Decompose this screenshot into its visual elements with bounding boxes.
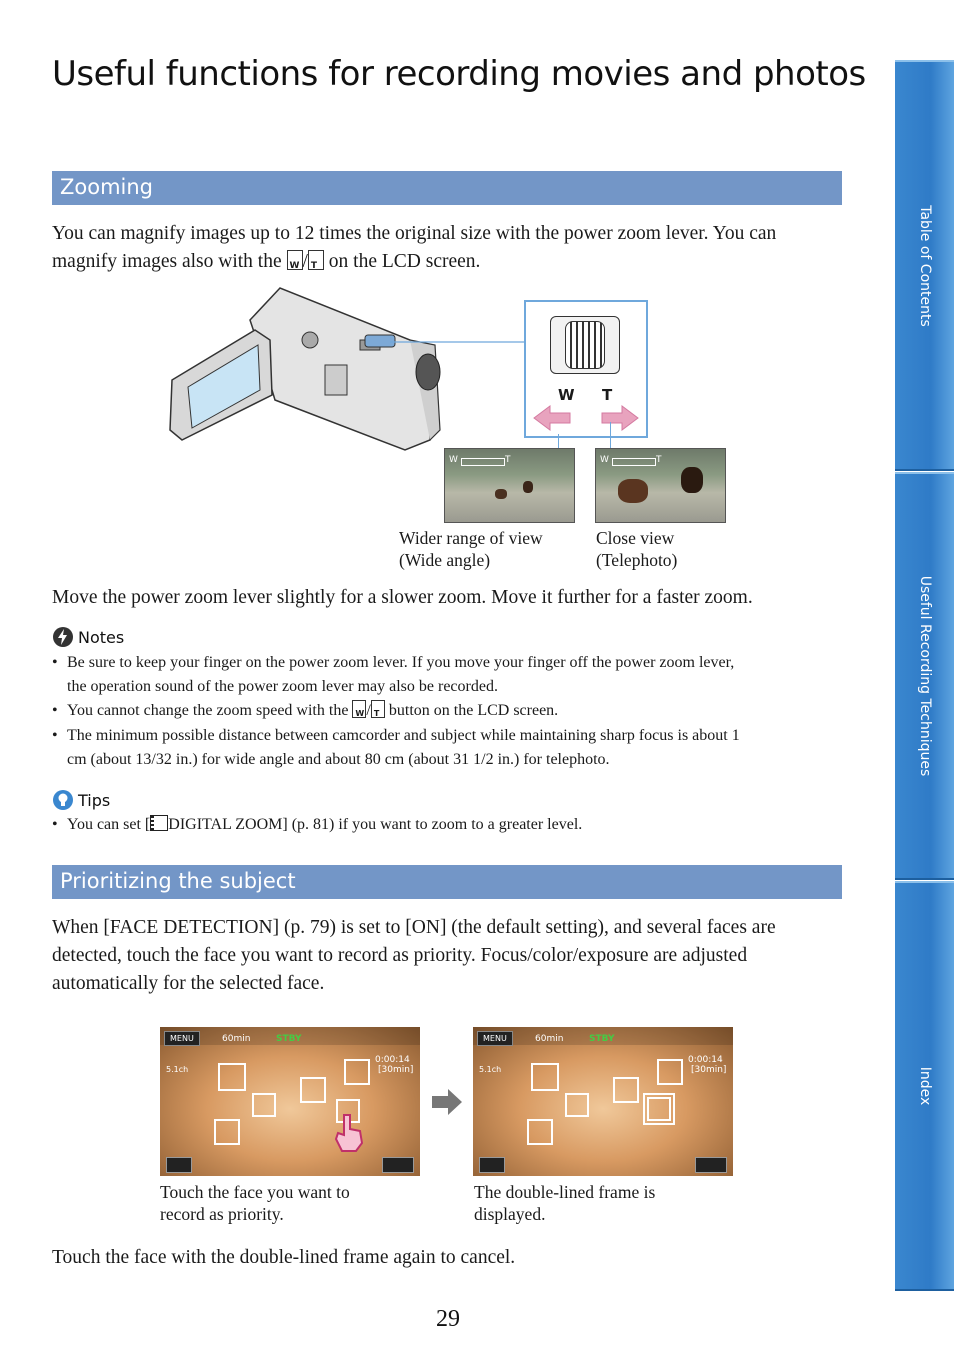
tips-label: Tips: [78, 790, 111, 810]
lightbulb-icon: [52, 789, 74, 811]
audio-indicator: 5.1ch: [166, 1065, 189, 1074]
arrow-right-icon: [602, 406, 638, 430]
tab-label: Useful Recording Techniques: [916, 575, 933, 777]
caption-line: Close view: [596, 528, 675, 548]
caption-line: (Telephoto): [596, 550, 678, 570]
face-frame[interactable]: [657, 1059, 683, 1085]
tab-table-of-contents[interactable]: [895, 60, 954, 471]
lever-w-label: W: [558, 386, 575, 404]
text-line: detected, touch the face you want to record as priority. Focus/color/exposure are adjusted: [52, 945, 748, 966]
tab-useful-recording-techniques[interactable]: [895, 472, 954, 880]
arrow-left-icon: [534, 406, 570, 430]
zoom-direction-arrows: [530, 402, 642, 432]
tip-item: • You can set [ DIGITAL ZOOM] (p. 81) if you want to zoom to a greater level.: [52, 816, 583, 833]
face-frame[interactable]: [218, 1063, 246, 1091]
section-heading-text: Prioritizing the subject: [60, 869, 296, 893]
tip-span: You can set [: [67, 816, 151, 833]
zooming-paragraph: [52, 220, 842, 276]
standby-status: STBY: [589, 1034, 615, 1044]
note-line: the operation sound of the power zoom lever may also be recorded.: [67, 678, 498, 695]
note-line: Be sure to keep your finger on the power zoom lever. If you move your finger off the power zoom lever,: [67, 654, 735, 671]
standby-status: STBY: [276, 1034, 302, 1044]
text-line: You can magnify images up to 12 times the original size with the power zoom lever. You can: [52, 223, 777, 244]
lcd-screen-after[interactable]: [473, 1027, 733, 1176]
remaining-time: [30min]: [378, 1065, 414, 1075]
zoom-lever-icon: [550, 316, 620, 374]
face-frame[interactable]: [531, 1063, 559, 1091]
hand-pointer-icon: [332, 1113, 366, 1153]
note-span: You cannot change the zoom speed with the: [67, 702, 349, 719]
zoom-speed-paragraph: Move the power zoom lever slightly for a slower zoom. Move it further for a faster zoom.: [52, 587, 753, 608]
text-span: magnify images also with the: [52, 251, 282, 272]
playback-button[interactable]: [479, 1157, 505, 1173]
page-title: Useful functions for recording movies and photos: [52, 54, 866, 94]
recording-time: 0:00:14: [375, 1055, 410, 1065]
zoom-lever-callout: [524, 300, 648, 438]
caption-tele: [596, 527, 677, 571]
caption-line: displayed.: [474, 1204, 546, 1224]
face-frame[interactable]: [344, 1059, 370, 1085]
arrow-right-icon: [430, 1088, 464, 1116]
recording-time: 0:00:14: [688, 1055, 723, 1065]
face-frame[interactable]: [300, 1077, 326, 1103]
mode-button[interactable]: [382, 1157, 414, 1173]
section-heading-prioritizing: [52, 865, 842, 899]
face-frame[interactable]: [527, 1119, 553, 1145]
battery-remaining: 60min: [535, 1034, 564, 1044]
face-frame[interactable]: [565, 1093, 589, 1117]
caption-line: record as priority.: [160, 1204, 284, 1224]
notes-icon: [52, 626, 74, 648]
menu-button[interactable]: MENU: [164, 1031, 200, 1046]
battery-remaining: 60min: [222, 1034, 251, 1044]
note-item: • You cannot change the zoom speed with the W / T button on the LCD screen.: [52, 702, 559, 719]
face-frame[interactable]: [214, 1119, 240, 1145]
audio-indicator: 5.1ch: [479, 1065, 502, 1074]
note-line: cm (about 13/32 in.) for wide angle and about 80 cm (about 31 1/2 in.) for telephoto.: [67, 751, 610, 768]
note-span: button on the LCD screen.: [388, 702, 559, 719]
section-heading-zooming: [52, 171, 842, 205]
lcd-screen-before[interactable]: [160, 1027, 420, 1176]
telephoto-photo: [595, 448, 726, 523]
zoom-bar-w: W: [449, 455, 458, 465]
cancel-paragraph: Touch the face with the double-lined frame again to cancel.: [52, 1247, 516, 1268]
zoom-bar-t: T: [505, 455, 511, 465]
face-frame[interactable]: [613, 1077, 639, 1103]
lever-t-label: T: [602, 386, 613, 404]
caption-line: (Wide angle): [399, 550, 491, 570]
note-item: • The minimum possible distance between camcorder and subject while maintaining sharp focus is about 1 cm (about 13/32 in.) for wide angle and about 80 cm (about 31 1/2 in.) for telephoto.: [52, 724, 844, 772]
zoom-w-icon: W: [287, 250, 303, 270]
tab-label: Index: [916, 1066, 933, 1106]
menu-button[interactable]: MENU: [477, 1031, 513, 1046]
note-line: The minimum possible distance between camcorder and subject while maintaining sharp focus is about 1: [67, 727, 740, 744]
caption-wide: [399, 527, 543, 571]
zoom-t-icon: T: [308, 250, 324, 270]
note-item: • Be sure to keep your finger on the power zoom lever. If you move your finger off the power zoom lever, the operation sound of the power zoom lever may also be recorded.: [52, 651, 844, 699]
zoom-t-icon: T: [371, 700, 385, 718]
tab-label: Table of Contents: [916, 204, 933, 327]
notes-label: Notes: [78, 627, 125, 647]
caption-double-frame: [474, 1181, 655, 1225]
zoom-bar-t: T: [656, 455, 662, 465]
tips-header: [52, 789, 110, 811]
caption-line: The double-lined frame is: [474, 1182, 656, 1202]
section-heading-text: Zooming: [60, 175, 154, 199]
notes-header: [52, 626, 124, 648]
text-line: magnify images also with the W / T on the LCD screen.: [52, 251, 481, 272]
page-number: 29: [436, 1306, 460, 1332]
face-frame[interactable]: [252, 1093, 276, 1117]
remaining-time: [30min]: [691, 1065, 727, 1075]
text-span: on the LCD screen.: [328, 251, 481, 272]
tip-span: DIGITAL ZOOM] (p. 81) if you want to zoom to a greater level.: [168, 816, 583, 833]
mode-button[interactable]: [695, 1157, 727, 1173]
tab-index[interactable]: [895, 881, 954, 1291]
caption-touch-face: [160, 1181, 350, 1225]
wide-angle-photo: [444, 448, 575, 523]
text-line: When [FACE DETECTION] (p. 79) is set to [ON] (the default setting), and several faces are: [52, 917, 776, 938]
playback-button[interactable]: [166, 1157, 192, 1173]
zoom-bar-w: W: [600, 455, 609, 465]
caption-line: Wider range of view: [399, 528, 543, 548]
double-lined-face-frame[interactable]: [647, 1097, 671, 1121]
film-icon: [150, 815, 168, 831]
caption-line: Touch the face you want to: [160, 1182, 350, 1202]
prioritizing-paragraph: [52, 914, 842, 998]
text-line: automatically for the selected face.: [52, 973, 325, 994]
zoom-w-icon: W: [352, 700, 366, 718]
